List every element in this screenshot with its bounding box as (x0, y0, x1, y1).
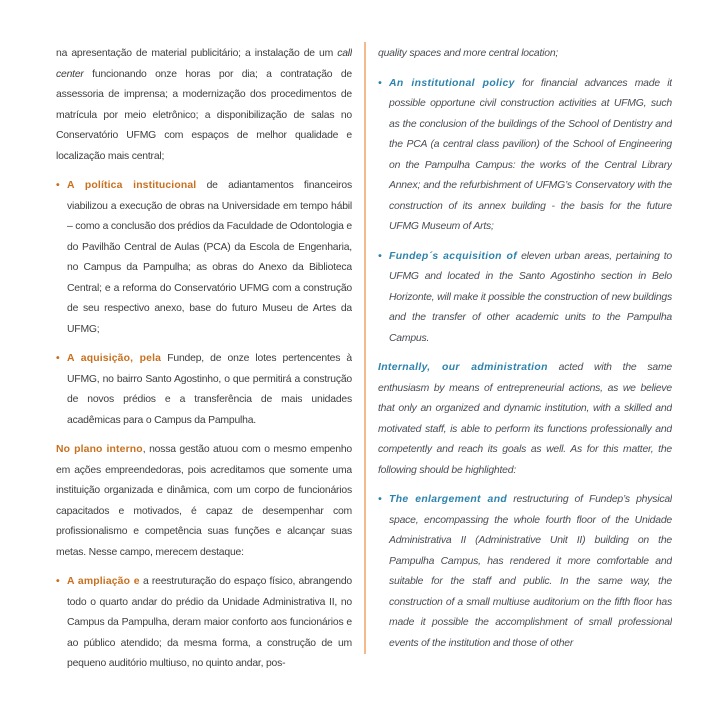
highlight-lead: No plano interno (56, 444, 143, 455)
bullet-item-pt-ampliacao (56, 572, 352, 675)
bullet-icon: • (56, 353, 60, 364)
paragraph-text: acted with the same enthusiasm by means of entrepreneurial actions, as we believe that only an organized and dynamic institution, with a skilled and motivated staff, is able to perform its functions professionally and competently and reach its goals as well. As for this matter, the following should be highlighted: (378, 362, 672, 476)
paragraph-text: funcionando onze horas por dia; a contratação de assessoria de imprensa; a modernização dos procedimentos de matrícula por meio eletrônico; a disponibilização de salas no Conservatório UFMG com espaços de melhor qualidade e localização mais central; (56, 68, 352, 162)
paragraph-pt-continuation (56, 44, 352, 167)
bullet-item-en-institutional-policy (378, 74, 672, 238)
paragraph-text: for financial advances made it possible opportune civil construction activities at UFMG, such as the conclusion of the buildings of the School of Dentistry and the PCA (a central class pavilion) of the School of Engineering on the Pampulha Campus: the works of the Central Library Annex; and the refurbishment of UFMG’s Conservatory with the construction of its annex building - the basis for the future UFMG Museum of Arts; (389, 77, 672, 232)
highlight-lead: Fundep´s acquisition of (389, 250, 518, 262)
paragraph-text: a reestruturação do espaço físico, abrangendo todo o quarto andar do prédio da Unidade Administrativa II, no Campus da Pampulha, deram maior conforto aos funcionários e ao público atendido; da mesma forma, a construção de um pequeno auditório multiuso, no quinto andar, pos- (67, 576, 352, 669)
paragraph-en-internally (378, 358, 672, 481)
highlight-lead: A política institucional (67, 180, 197, 191)
bullet-icon: • (56, 576, 60, 587)
bullet-icon: • (378, 77, 382, 89)
paragraph-text: quality spaces and more central location; (378, 48, 559, 59)
paragraph-text: Fundep, de onze lotes pertencentes à UFMG, no bairro Santo Agostinho, o que permitirá a construção de novos prédios e a transferência de mais unidades acadêmicas para o Campus da Pampulha. (67, 353, 352, 426)
column-divider (364, 42, 366, 654)
paragraph-text: , nossa gestão atuou com o mesmo empenho em ações empreendedoras, pois acreditamos que somente uma instituição organizada e dinâmica, com um corpo de funcionários capacitados e motivados, é capaz de desempenhar com profissionalismo e competência suas funções e alcançar suas metas. Nesse campo, merecem destaque: (56, 444, 352, 558)
highlight-lead: The enlargement and (389, 494, 508, 505)
paragraph-text: restructuring of Fundep’s physical space, encompassing the whole fourth floor of the Unidade Administrativa II (Administrative Unit II) building on the Pampulha Campus, has rendered it more comfortable and suitable for the staff and public. In the same way, the construction of a small multiuse auditorium on the fifth floor has made it possible the accomplishment of small professional events of the institution and those of other (389, 494, 672, 649)
paragraph-text: na apresentação de material publicitário; a instalação de um (56, 48, 338, 59)
bullet-icon: • (378, 494, 382, 505)
highlight-lead: Internally, our administration (378, 362, 548, 373)
paragraph-text: eleven urban areas, pertaining to UFMG and located in the Santo Agostinho section in Belo Horizonte, will make it possible the construction of new buildings and the transfer of other academic units to the Pampulha Campus. (389, 250, 672, 344)
bullet-item-pt-aquisicao (56, 349, 352, 431)
highlight-lead: An institutional policy (389, 77, 515, 89)
paragraph-text: de adiantamentos financeiros viabilizou a execução de obras na Universidade em tempo hábil – como a conclusão dos prédios da Faculdade de Odontologia e do Pavilhão Central de Aulas (PCA) da Escola de Engenharia, no Campus da Pampulha; as obras do Anexo da Biblioteca Central; e a reforma do Conservatório UFMG com a construção de seu respectivo anexo, base do futuro Museu de Artes da UFMG; (67, 180, 352, 335)
bullet-icon: • (56, 180, 60, 191)
paragraph-en-continuation (378, 44, 672, 65)
highlight-lead: A aquisição, pela (67, 353, 162, 364)
italic-phrase: call center (56, 48, 352, 80)
paragraph-pt-plano-interno (56, 440, 352, 563)
left-column-portuguese (56, 44, 352, 684)
right-column-english (378, 44, 672, 684)
bullet-item-en-fundep-acquisition (378, 247, 672, 350)
bullet-item-en-enlargement (378, 490, 672, 654)
highlight-lead: A ampliação e (67, 576, 140, 587)
bullet-item-pt-politica-institucional (56, 176, 352, 340)
bullet-icon: • (378, 250, 382, 262)
